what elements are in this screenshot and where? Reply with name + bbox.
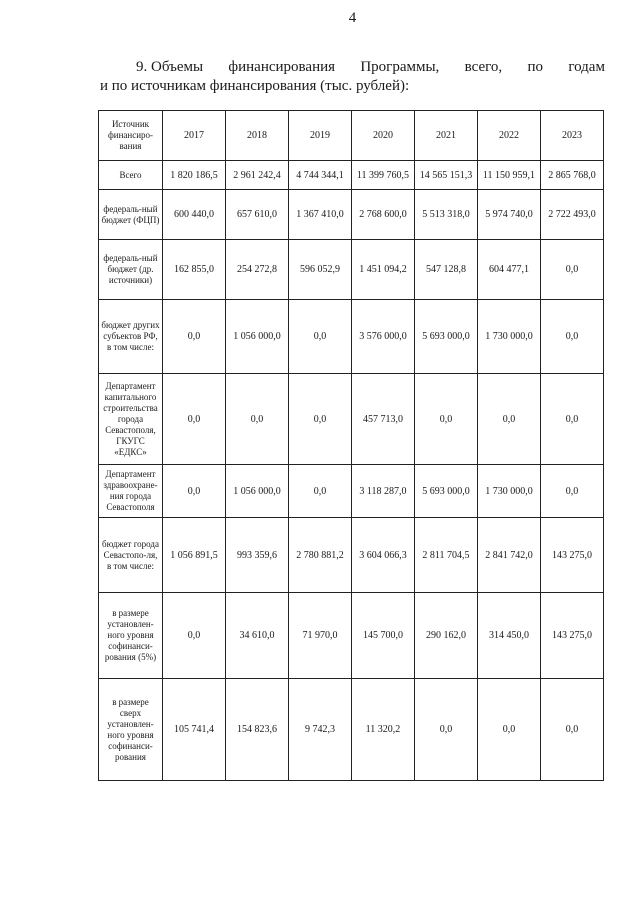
- cell-value: 0,0: [163, 374, 226, 465]
- cell-value: 5 693 000,0: [415, 465, 478, 518]
- cell-value: 11 320,2: [352, 679, 415, 781]
- heading-word: Программы,: [360, 59, 440, 75]
- cell-value: 993 359,6: [226, 518, 289, 593]
- header-year: 2019: [289, 111, 352, 161]
- cell-value: 1 367 410,0: [289, 190, 352, 240]
- cell-value: 14 565 151,3: [415, 161, 478, 190]
- heading-word: 9. Объемы: [136, 59, 204, 75]
- cell-value: 0,0: [541, 374, 604, 465]
- row-label: федераль-ный бюджет (ФЦП): [99, 190, 163, 240]
- header-year: 2018: [226, 111, 289, 161]
- cell-value: 1 056 000,0: [226, 300, 289, 374]
- cell-value: 143 275,0: [541, 593, 604, 679]
- cell-value: 1 056 891,5: [163, 518, 226, 593]
- table-row: [99, 374, 604, 465]
- row-label: бюджет города Севастопо-ля, в том числе:: [99, 518, 163, 593]
- cell-value: 3 576 000,0: [352, 300, 415, 374]
- cell-value: 2 961 242,4: [226, 161, 289, 190]
- cell-value: 0,0: [478, 679, 541, 781]
- header-source: Источник финансиро-вания: [99, 111, 163, 161]
- cell-value: 596 052,9: [289, 240, 352, 300]
- cell-value: 0,0: [478, 374, 541, 465]
- table-row: [99, 300, 604, 374]
- cell-value: 0,0: [289, 465, 352, 518]
- cell-value: 1 730 000,0: [478, 465, 541, 518]
- cell-value: 0,0: [415, 374, 478, 465]
- cell-value: 2 841 742,0: [478, 518, 541, 593]
- cell-value: 0,0: [163, 593, 226, 679]
- header-year: 2022: [478, 111, 541, 161]
- table-header-row: [99, 111, 604, 161]
- cell-value: 162 855,0: [163, 240, 226, 300]
- table-row: [99, 679, 604, 781]
- cell-value: 9 742,3: [289, 679, 352, 781]
- cell-value: 3 118 287,0: [352, 465, 415, 518]
- row-label: бюджет других субъектов РФ, в том числе:: [99, 300, 163, 374]
- table-row: [99, 161, 604, 190]
- header-year: 2021: [415, 111, 478, 161]
- cell-value: 3 604 066,3: [352, 518, 415, 593]
- header-year: 2020: [352, 111, 415, 161]
- section-heading: [100, 58, 605, 96]
- cell-value: 2 865 768,0: [541, 161, 604, 190]
- row-label: Департамент здравоохране-ния города Севастополя: [99, 465, 163, 518]
- row-label: Всего: [99, 161, 163, 190]
- table-row: [99, 518, 604, 593]
- cell-value: 1 056 000,0: [226, 465, 289, 518]
- heading-word: всего,: [464, 59, 503, 75]
- heading-line-2: и по источникам финансирования (тыс. рублей):: [100, 78, 410, 94]
- cell-value: 0,0: [541, 300, 604, 374]
- heading-word: годам: [568, 59, 605, 75]
- cell-value: 5 693 000,0: [415, 300, 478, 374]
- cell-value: 11 399 760,5: [352, 161, 415, 190]
- cell-value: 11 150 959,1: [478, 161, 541, 190]
- cell-value: 2 811 704,5: [415, 518, 478, 593]
- cell-value: 0,0: [163, 300, 226, 374]
- cell-value: 657 610,0: [226, 190, 289, 240]
- cell-value: 254 272,8: [226, 240, 289, 300]
- table-row: [99, 593, 604, 679]
- heading-word: финансирования: [228, 59, 336, 75]
- cell-value: 34 610,0: [226, 593, 289, 679]
- cell-value: 2 722 493,0: [541, 190, 604, 240]
- cell-value: 0,0: [541, 240, 604, 300]
- row-label: в размере установлен-ного уровня софинанси-рования (5%): [99, 593, 163, 679]
- row-label: в размере сверх установлен-ного уровня софинанси-рования: [99, 679, 163, 781]
- cell-value: 154 823,6: [226, 679, 289, 781]
- heading-word: по: [527, 59, 543, 75]
- page-number: 4: [348, 10, 357, 26]
- cell-value: 1 730 000,0: [478, 300, 541, 374]
- cell-value: 0,0: [226, 374, 289, 465]
- cell-value: 1 451 094,2: [352, 240, 415, 300]
- cell-value: 2 780 881,2: [289, 518, 352, 593]
- table-row: [99, 240, 604, 300]
- cell-value: 457 713,0: [352, 374, 415, 465]
- row-label: Департамент капитального строительства города Севастополя, ГКУГС «ЕДКС»: [99, 374, 163, 465]
- cell-value: 71 970,0: [289, 593, 352, 679]
- cell-value: 0,0: [541, 465, 604, 518]
- cell-value: 547 128,8: [415, 240, 478, 300]
- cell-value: 5 513 318,0: [415, 190, 478, 240]
- header-year: 2017: [163, 111, 226, 161]
- cell-value: 5 974 740,0: [478, 190, 541, 240]
- row-label: федераль-ный бюджет (др. источники): [99, 240, 163, 300]
- cell-value: 4 744 344,1: [289, 161, 352, 190]
- cell-value: 145 700,0: [352, 593, 415, 679]
- header-year: 2023: [541, 111, 604, 161]
- heading-line-1: [100, 58, 605, 77]
- cell-value: 0,0: [289, 300, 352, 374]
- cell-value: 600 440,0: [163, 190, 226, 240]
- financing-table: [98, 110, 604, 781]
- cell-value: 0,0: [415, 679, 478, 781]
- cell-value: 105 741,4: [163, 679, 226, 781]
- table-row: [99, 465, 604, 518]
- cell-value: 314 450,0: [478, 593, 541, 679]
- table-row: [99, 190, 604, 240]
- cell-value: 0,0: [289, 374, 352, 465]
- cell-value: 604 477,1: [478, 240, 541, 300]
- cell-value: 1 820 186,5: [163, 161, 226, 190]
- cell-value: 143 275,0: [541, 518, 604, 593]
- cell-value: 290 162,0: [415, 593, 478, 679]
- cell-value: 0,0: [541, 679, 604, 781]
- cell-value: 0,0: [163, 465, 226, 518]
- cell-value: 2 768 600,0: [352, 190, 415, 240]
